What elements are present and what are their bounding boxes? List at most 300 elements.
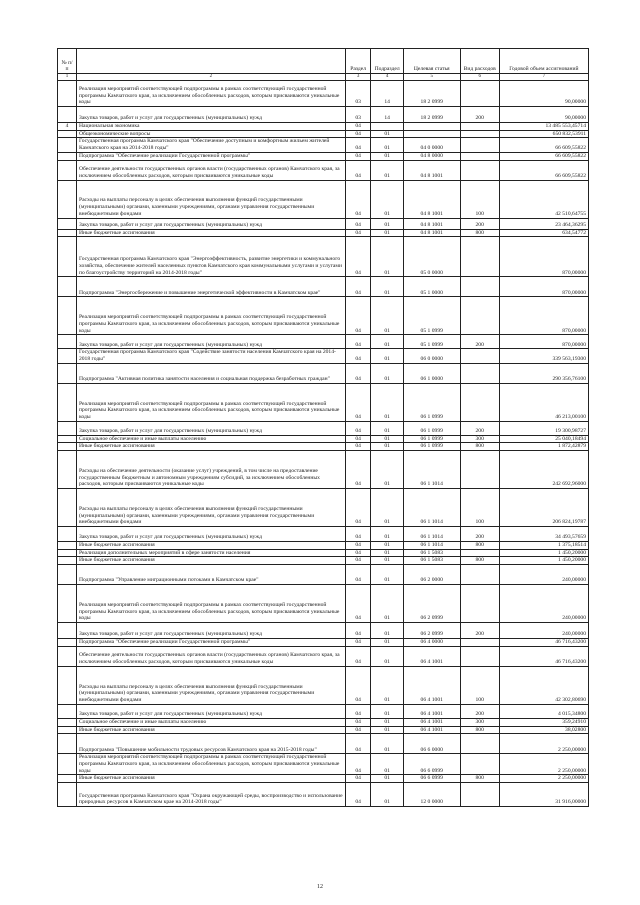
table-row: [58, 160, 589, 180]
table-row: [58, 435, 589, 443]
expense-type-code: [460, 451, 499, 489]
target-article-code: 06 1 1014: [403, 451, 460, 489]
expense-name: Расходы на выплаты персоналу в целях обеспечения выполнения функций государственными (муниципальными) органами, казенными учреждениями, органами управления государственными внебюджетными фондами: [76, 666, 345, 704]
annual-amount: 25 040,18494: [499, 435, 588, 443]
expense-type-code: [460, 297, 499, 335]
row-number: [58, 421, 77, 435]
row-number: [58, 130, 77, 138]
expense-type-code: 800: [460, 726, 499, 734]
row-number: [58, 623, 77, 639]
subsection-code: 01: [371, 527, 403, 542]
expense-type-code: [460, 363, 499, 383]
table-header-row: [58, 49, 589, 74]
table-row: [58, 443, 589, 451]
section-code: 04: [345, 180, 371, 218]
expense-type-code: [460, 549, 499, 557]
expense-name: Реализация мероприятий соответствующей подпрограммы в рамках соответствующей государственной программы Камчатского края, за исключением обособленных расходов, которым присваиваются уникальные коды: [76, 585, 345, 623]
row-number: [58, 277, 77, 297]
table-row: [58, 704, 589, 718]
target-article-code: 06 1 0999: [403, 421, 460, 435]
table-row: [58, 180, 589, 218]
subsection-code: 01: [371, 130, 403, 138]
target-article-code: 06 1 5083: [403, 557, 460, 565]
table-row: [58, 623, 589, 639]
expense-name: Государственная программа Камчатского края "Обеспечение доступным и комфортным жильем жителей Камчатского края на 2014-2018 годы": [76, 138, 345, 152]
target-article-code: 18 2 0999: [403, 107, 460, 123]
section-code: 04: [345, 138, 371, 152]
annual-amount: 66 609,55822: [499, 138, 588, 152]
table-row: [58, 335, 589, 349]
expense-type-code: [460, 383, 499, 421]
annual-amount: 66 609,55822: [499, 160, 588, 180]
expense-name: Закупка товаров, работ и услуг для государственных (муниципальных) нужд: [76, 704, 345, 718]
section-code: 04: [345, 451, 371, 489]
target-article-code: [403, 130, 460, 138]
expense-name: Реализация мероприятий соответствующей подпрограммы в рамках соответствующей государственной программы Камчатского края, за исключением обособленных расходов, которым присваиваются уникальные коды: [76, 754, 345, 775]
table-row: [58, 81, 589, 107]
row-number: [58, 363, 77, 383]
table-row: [58, 107, 589, 123]
expense-name: Расходы на выплаты персоналу в целях обеспечения выполнения функций государственными (муниципальными) органами, казенными учреждениями, органами управления государственными внебюджетными фондами: [76, 180, 345, 218]
annual-amount: 13 485 553,45714: [499, 123, 588, 131]
table-row: [58, 542, 589, 550]
section-code: 04: [345, 639, 371, 647]
section-code: 04: [345, 565, 371, 585]
expense-name: Реализация мероприятий соответствующей подпрограммы в рамках соответствующей государственной программы Камчатского края, за исключением обособленных расходов, которым присваиваются уникальные коды: [76, 81, 345, 107]
subsection-code: 01: [371, 237, 403, 277]
table-body: [58, 81, 589, 807]
annual-amount: 2 250,00000: [499, 734, 588, 754]
table-row: [58, 775, 589, 783]
row-number: [58, 138, 77, 152]
expense-type-code: [460, 160, 499, 180]
expense-type-code: [460, 349, 499, 363]
expense-type-code: [460, 734, 499, 754]
subsection-code: 01: [371, 726, 403, 734]
table-row: [58, 383, 589, 421]
target-article-code: 06 6 0999: [403, 754, 460, 775]
annual-amount: 46 716,43200: [499, 639, 588, 647]
subsection-code: 01: [371, 435, 403, 443]
section-code: 04: [345, 542, 371, 550]
header-section: Раздел: [345, 49, 371, 74]
row-number: [58, 237, 77, 277]
expense-type-code: [460, 277, 499, 297]
target-article-code: 05 1 0000: [403, 277, 460, 297]
section-code: 04: [345, 218, 371, 229]
annual-amount: 42 510,64755: [499, 180, 588, 218]
expense-type-code: 200: [460, 335, 499, 349]
target-article-code: 04 8 1001: [403, 218, 460, 229]
section-code: 04: [345, 152, 371, 160]
subsection-code: 01: [371, 783, 403, 807]
annual-amount: 206 824,19787: [499, 489, 588, 527]
target-article-code: 18 2 0999: [403, 81, 460, 107]
row-number: [58, 734, 77, 754]
expense-name: Государственная программа Камчатского края "Охрана окружающей среды, воспроизводство и использование природных ресурсов в Камчатском крае на 2014-2018 годы": [76, 783, 345, 807]
subsection-code: 01: [371, 421, 403, 435]
annual-amount: 2 250,00000: [499, 775, 588, 783]
expense-type-code: 200: [460, 527, 499, 542]
table-row: [58, 218, 589, 229]
annual-amount: 240,00000: [499, 623, 588, 639]
subsection-code: 01: [371, 646, 403, 666]
target-article-code: 06 6 0999: [403, 775, 460, 783]
target-article-code: 04 8 1001: [403, 180, 460, 218]
annual-amount: 870,00000: [499, 237, 588, 277]
section-code: 04: [345, 489, 371, 527]
column-index-row: [58, 74, 589, 81]
page-number: 12: [317, 884, 323, 890]
annual-amount: 359,24910: [499, 718, 588, 726]
target-article-code: 06 2 0999: [403, 585, 460, 623]
subsection-code: 01: [371, 542, 403, 550]
table-row: [58, 783, 589, 807]
table-row: [58, 565, 589, 585]
target-article-code: 06 4 1001: [403, 704, 460, 718]
annual-amount: 240,00000: [499, 585, 588, 623]
row-number: [58, 549, 77, 557]
section-code: 04: [345, 435, 371, 443]
target-article-code: 06 1 0000: [403, 363, 460, 383]
row-number: [58, 783, 77, 807]
annual-amount: 634,54772: [499, 229, 588, 237]
section-code: 04: [345, 783, 371, 807]
table-row: [58, 363, 589, 383]
subsection-code: 01: [371, 363, 403, 383]
section-code: 04: [345, 666, 371, 704]
target-article-code: 05 1 0999: [403, 335, 460, 349]
expense-name: Иные бюджетные ассигнования: [76, 775, 345, 783]
table-row: [58, 421, 589, 435]
expense-type-code: [460, 639, 499, 647]
annual-amount: 1 872,42879: [499, 443, 588, 451]
row-number: [58, 160, 77, 180]
header-subsection: Подраздел: [371, 49, 403, 74]
table-row: [58, 349, 589, 363]
section-code: 04: [345, 229, 371, 237]
subsection-code: 01: [371, 557, 403, 565]
expense-name: Подпрограмма "Обеспечение реализации Государственной программы": [76, 152, 345, 160]
annual-amount: 870,00000: [499, 297, 588, 335]
target-article-code: 06 4 1001: [403, 646, 460, 666]
table-row: [58, 666, 589, 704]
expense-name: Иные бюджетные ассигнования: [76, 726, 345, 734]
row-number: [58, 297, 77, 335]
table-row: [58, 646, 589, 666]
row-number: [58, 152, 77, 160]
expense-name: Общеэкономические вопросы: [76, 130, 345, 138]
table-row: [58, 549, 589, 557]
expense-name: Закупка товаров, работ и услуг для государственных (муниципальных) нужд: [76, 527, 345, 542]
annual-amount: 2 250,00000: [499, 754, 588, 775]
row-number: [58, 451, 77, 489]
section-code: 04: [345, 527, 371, 542]
row-number: [58, 565, 77, 585]
annual-amount: 870,00000: [499, 335, 588, 349]
expense-type-code: 100: [460, 666, 499, 704]
table-row: [58, 734, 589, 754]
header-num: № п/п: [58, 49, 77, 74]
column-index: 3: [345, 74, 371, 81]
table-row: [58, 726, 589, 734]
section-code: 04: [345, 383, 371, 421]
subsection-code: 01: [371, 138, 403, 152]
annual-amount: 66 609,55822: [499, 152, 588, 160]
table-row: [58, 718, 589, 726]
target-article-code: 05 0 0000: [403, 237, 460, 277]
subsection-code: 01: [371, 277, 403, 297]
table-row: [58, 451, 589, 489]
target-article-code: 06 4 1001: [403, 718, 460, 726]
expense-type-code: 800: [460, 542, 499, 550]
expense-type-code: [460, 130, 499, 138]
subsection-code: [371, 123, 403, 131]
header-name: [76, 49, 345, 74]
target-article-code: 06 4 0000: [403, 639, 460, 647]
expense-type-code: 800: [460, 229, 499, 237]
expense-name: Иные бюджетные ассигнования: [76, 443, 345, 451]
section-code: 04: [345, 734, 371, 754]
expense-name: Обеспечение деятельности государственных органов власти (государственных органов) Камчатского края, за исключением обособленных расходов, которым присваиваются уникальные коды: [76, 646, 345, 666]
row-number: [58, 775, 77, 783]
expense-type-code: [460, 237, 499, 277]
section-code: 04: [345, 704, 371, 718]
row-number: [58, 435, 77, 443]
annual-amount: 31 916,00000: [499, 783, 588, 807]
row-number: [58, 639, 77, 647]
row-number: [58, 527, 77, 542]
annual-amount: 90,00000: [499, 81, 588, 107]
expense-name: Иные бюджетные ассигнования: [76, 229, 345, 237]
table-row: [58, 152, 589, 160]
section-code: 04: [345, 277, 371, 297]
section-code: 04: [345, 623, 371, 639]
subsection-code: 01: [371, 585, 403, 623]
annual-amount: 42 302,80690: [499, 666, 588, 704]
row-number: [58, 489, 77, 527]
row-number: [58, 718, 77, 726]
row-number: [58, 726, 77, 734]
row-number: [58, 218, 77, 229]
column-index: 7: [499, 74, 588, 81]
section-code: 04: [345, 237, 371, 277]
target-article-code: 06 1 0999: [403, 443, 460, 451]
expense-name: Подпрограмма "Энергосбережение и повышение энергетической эффективности в Камчатском крае": [76, 277, 345, 297]
target-article-code: 06 1 0999: [403, 435, 460, 443]
table-row: [58, 527, 589, 542]
expense-type-code: 200: [460, 107, 499, 123]
annual-amount: 34 493,57659: [499, 527, 588, 542]
annual-amount: 650 832,53911: [499, 130, 588, 138]
target-article-code: 06 1 0999: [403, 383, 460, 421]
expense-name: Закупка товаров, работ и услуг для государственных (муниципальных) нужд: [76, 107, 345, 123]
section-code: 04: [345, 549, 371, 557]
subsection-code: 14: [371, 107, 403, 123]
row-number: [58, 585, 77, 623]
target-article-code: 06 4 1001: [403, 666, 460, 704]
section-code: 04: [345, 646, 371, 666]
section-code: 04: [345, 585, 371, 623]
annual-amount: 1 450,20000: [499, 549, 588, 557]
subsection-code: 01: [371, 549, 403, 557]
budget-table: [57, 48, 589, 807]
subsection-code: 01: [371, 754, 403, 775]
header-expense: Вид расходов: [460, 49, 499, 74]
annual-amount: 46 716,43200: [499, 646, 588, 666]
table-row: [58, 229, 589, 237]
subsection-code: 01: [371, 666, 403, 704]
expense-name: Реализация мероприятий соответствующей подпрограммы в рамках соответствующей государственной программы Камчатского края, за исключением обособленных расходов, которым присваиваются уникальные коды: [76, 383, 345, 421]
section-code: 04: [345, 726, 371, 734]
expense-name: Закупка товаров, работ и услуг для государственных (муниципальных) нужд: [76, 335, 345, 349]
section-code: 04: [345, 754, 371, 775]
section-code: 04: [345, 421, 371, 435]
expense-type-code: [460, 565, 499, 585]
expense-name: Закупка товаров, работ и услуг для государственных (муниципальных) нужд: [76, 218, 345, 229]
expense-name: Государственная программа Камчатского края "Энергоэффективность, развитие энергетики и коммунального хозяйства, обеспечение жителей населенных пунктов Камчатского края коммунальными услугами и услугами по благоустройству территорий на 2014-2018 годы": [76, 237, 345, 277]
expense-name: Обеспечение деятельности государственных органов власти (государственных органов) Камчатского края, за исключением обособленных расходов, которым присваиваются уникальные коды: [76, 160, 345, 180]
subsection-code: 01: [371, 335, 403, 349]
table-row: [58, 489, 589, 527]
row-number: [58, 754, 77, 775]
expense-type-code: 100: [460, 489, 499, 527]
expense-type-code: [460, 81, 499, 107]
column-index: 5: [403, 74, 460, 81]
subsection-code: 14: [371, 81, 403, 107]
section-code: 03: [345, 107, 371, 123]
subsection-code: 01: [371, 489, 403, 527]
subsection-code: 01: [371, 383, 403, 421]
subsection-code: 01: [371, 775, 403, 783]
table-row: [58, 277, 589, 297]
expense-type-code: 200: [460, 704, 499, 718]
subsection-code: 01: [371, 180, 403, 218]
section-code: 04: [345, 130, 371, 138]
expense-type-code: 800: [460, 443, 499, 451]
section-code: 04: [345, 349, 371, 363]
table-row: [58, 130, 589, 138]
subsection-code: 01: [371, 152, 403, 160]
section-code: 04: [345, 363, 371, 383]
expense-type-code: [460, 138, 499, 152]
expense-name: Иные бюджетные ассигнования: [76, 557, 345, 565]
expense-type-code: [460, 123, 499, 131]
expense-name: Расходы на выплаты персоналу в целях обеспечения выполнения функций государственными (муниципальными) органами, казенными учреждениями, органами управления государственными внебюджетными фондами: [76, 489, 345, 527]
section-code: 04: [345, 123, 371, 131]
subsection-code: 01: [371, 718, 403, 726]
annual-amount: 38,02800: [499, 726, 588, 734]
section-code: 04: [345, 775, 371, 783]
expense-type-code: 200: [460, 623, 499, 639]
target-article-code: 06 1 1014: [403, 489, 460, 527]
table-row: [58, 138, 589, 152]
table-row: [58, 297, 589, 335]
target-article-code: 04 8 0000: [403, 152, 460, 160]
expense-name: Подпрограмма "Активная политика занятости населения и социальная поддержка безработных граждан": [76, 363, 345, 383]
annual-amount: 290 356,76100: [499, 363, 588, 383]
expense-name: Иные бюджетные ассигнования: [76, 542, 345, 550]
row-number: [58, 666, 77, 704]
expense-type-code: 200: [460, 421, 499, 435]
target-article-code: 04 8 1001: [403, 229, 460, 237]
table-row: [58, 585, 589, 623]
target-article-code: 06 2 0999: [403, 623, 460, 639]
subsection-code: 01: [371, 639, 403, 647]
expense-type-code: 800: [460, 775, 499, 783]
subsection-code: 01: [371, 349, 403, 363]
subsection-code: 01: [371, 443, 403, 451]
column-index: 6: [460, 74, 499, 81]
target-article-code: 06 2 0000: [403, 565, 460, 585]
expense-type-code: [460, 646, 499, 666]
expense-name: Подпрограмма "Обеспечение реализации Государственной программы": [76, 639, 345, 647]
row-number: [58, 646, 77, 666]
subsection-code: 01: [371, 704, 403, 718]
expense-name: Социальное обеспечение и иные выплаты населению: [76, 718, 345, 726]
target-article-code: 04 8 1001: [403, 160, 460, 180]
annual-amount: 46 213,00100: [499, 383, 588, 421]
expense-name: Социальное обеспечение и иные выплаты населению: [76, 435, 345, 443]
expense-type-code: [460, 783, 499, 807]
annual-amount: 23 464,36295: [499, 218, 588, 229]
expense-type-code: [460, 754, 499, 775]
table-row: [58, 639, 589, 647]
expense-name: Подпрограмма "Повышение мобильности трудовых ресурсов Камчатского края на 2015-2018 годы": [76, 734, 345, 754]
row-number: [58, 81, 77, 107]
expense-name: Национальная экономика: [76, 123, 345, 131]
expense-type-code: 300: [460, 435, 499, 443]
column-index: 2: [76, 74, 345, 81]
subsection-code: 01: [371, 623, 403, 639]
row-number: [58, 383, 77, 421]
expense-name: Расходы на обеспечение деятельности (оказание услуг) учреждений, в том числе на предоставление государственным бюджетным и автономным учреждениям субсидий, за исключением обособленных расходов, которым присваиваются уникальные коды: [76, 451, 345, 489]
expense-name: Реализация дополнительных мероприятий в сфере занятости населения: [76, 549, 345, 557]
expense-name: Закупка товаров, работ и услуг для государственных (муниципальных) нужд: [76, 623, 345, 639]
expense-type-code: [460, 585, 499, 623]
subsection-code: 01: [371, 218, 403, 229]
row-number: [58, 229, 77, 237]
annual-amount: 242 692,96000: [499, 451, 588, 489]
target-article-code: 06 1 1014: [403, 542, 460, 550]
expense-type-code: 300: [460, 718, 499, 726]
annual-amount: 870,00000: [499, 277, 588, 297]
target-article-code: 06 1 5083: [403, 549, 460, 557]
row-number: [58, 107, 77, 123]
row-number: [58, 335, 77, 349]
annual-amount: 240,00000: [499, 565, 588, 585]
subsection-code: 01: [371, 451, 403, 489]
row-number: [58, 542, 77, 550]
column-index: 1: [58, 74, 77, 81]
target-article-code: [403, 123, 460, 131]
section-code: 04: [345, 160, 371, 180]
row-number: [58, 180, 77, 218]
annual-amount: 4 015,34800: [499, 704, 588, 718]
subsection-code: 01: [371, 229, 403, 237]
subsection-code: 01: [371, 160, 403, 180]
target-article-code: 06 4 1001: [403, 726, 460, 734]
expense-name: Подпрограмма "Управление миграционными потоками в Камчатском крае": [76, 565, 345, 585]
subsection-code: 01: [371, 734, 403, 754]
target-article-code: 06 1 1014: [403, 527, 460, 542]
column-index: 4: [371, 74, 403, 81]
target-article-code: 05 1 0999: [403, 297, 460, 335]
row-number: 4: [58, 123, 77, 131]
row-number: [58, 704, 77, 718]
target-article-code: 06 0 0000: [403, 349, 460, 363]
row-number: [58, 557, 77, 565]
